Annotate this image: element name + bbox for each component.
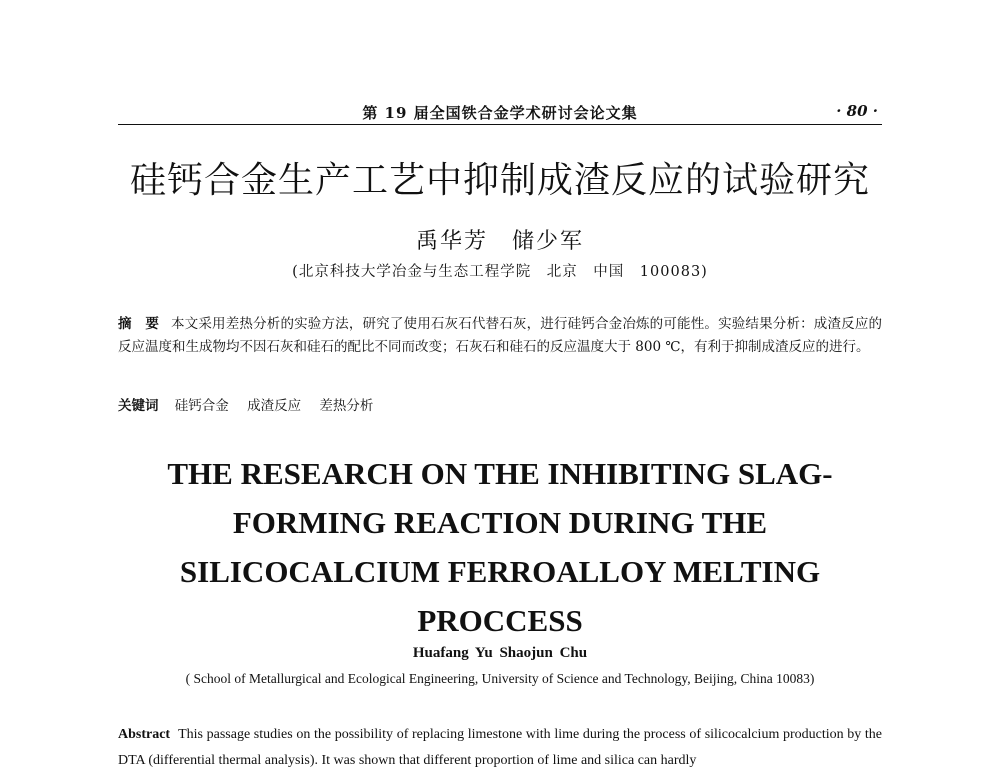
chinese-authors: 禹华芳 储少军 xyxy=(415,229,584,254)
page-number: · 80 · xyxy=(836,102,878,120)
chinese-keywords xyxy=(118,394,387,414)
english-abstract-text: This passage studies on the possibility of replacing limestone with lime during the process of silicocalcium production by the DTA (differential thermal analysis). It was shown that different proportion of lime and silica can hardly xyxy=(118,727,882,768)
header-divider xyxy=(118,124,882,125)
chinese-title: 硅钙合金生产工艺中抑制成渣反应的试验研究 xyxy=(129,160,870,201)
english-abstract-label: Abstract xyxy=(118,727,171,742)
english-title: THE RESEARCH ON THE INHIBITING SLAG-FORMING REACTION DURING THE SILICOCALCIUM FERROALLOY MELTING PROCCESS xyxy=(167,456,833,638)
keyword: 硅钙合金 xyxy=(174,398,229,414)
keyword: 差热分析 xyxy=(319,398,374,414)
chinese-affiliation: (北京科技大学冶金与生态工程学院 北京 中国 100083) xyxy=(292,264,708,280)
english-authors: Huafang Yu Shaojun Chu xyxy=(412,645,588,661)
chinese-abstract xyxy=(118,313,882,359)
english-abstract xyxy=(118,722,882,774)
english-affiliation: ( School of Metallurgical and Ecological Engineering, University of Science and Technology, Beijing, China 10083) xyxy=(185,671,815,686)
chinese-abstract-label: 摘 要 xyxy=(118,316,160,332)
proceedings-header: 第 19 届全国铁合金学术研讨会论文集 xyxy=(362,104,638,122)
keywords-label: 关键词 xyxy=(118,398,159,414)
keyword: 成渣反应 xyxy=(247,398,302,414)
chinese-abstract-text: 本文采用差热分析的实验方法，研究了使用石灰石代替石灰，进行硅钙合金冶炼的可能性。实验结果分析：成渣反应的反应温度和生成物均不因石灰和硅石的配比不同而改变；石灰石和硅石的反应温度大于 800 ℃，有利于抑制成渣反应的进行。 xyxy=(118,316,883,355)
